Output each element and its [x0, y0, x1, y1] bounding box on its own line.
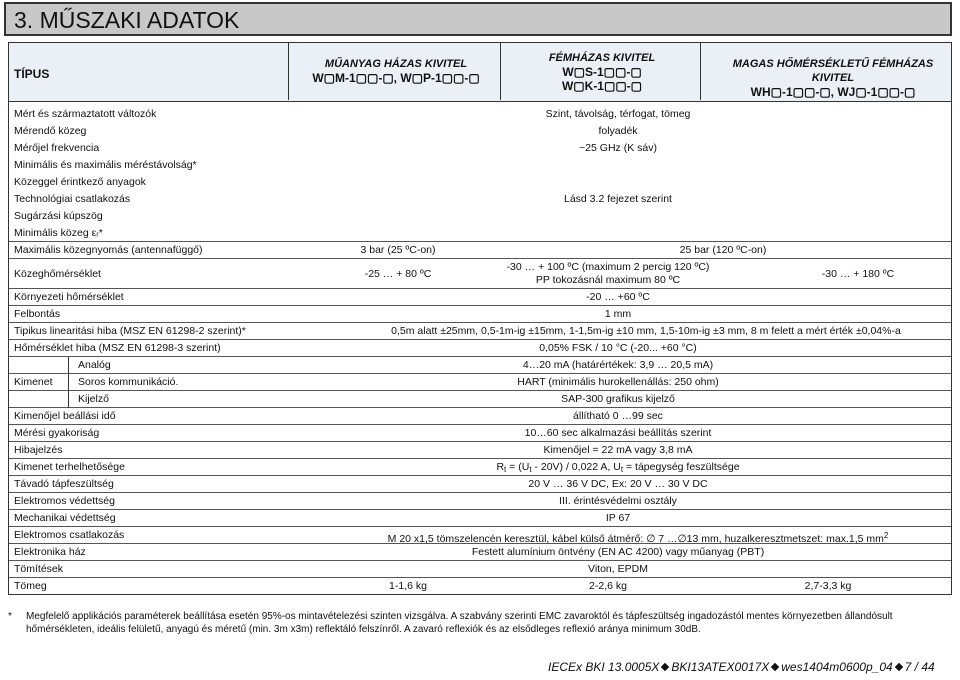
- spec-label: Mechanikai védettség: [14, 512, 116, 524]
- spec-row: [8, 374, 952, 391]
- spec-label: Tömeg: [14, 580, 47, 592]
- spec-value: III. érintésvédelmi osztály: [559, 495, 677, 507]
- spec-row: [8, 561, 952, 578]
- spec-row: [8, 123, 952, 140]
- spec-label: Maximális közegnyomás (antennafüggő): [14, 244, 203, 256]
- spec-row: [8, 578, 952, 595]
- spec-value: folyadék: [598, 125, 638, 137]
- spec-row: [8, 306, 952, 323]
- footer-cert-atex: BKI13ATEX0017X: [671, 660, 770, 674]
- spec-row: [8, 459, 952, 476]
- spec-row: [8, 493, 952, 510]
- diamond-icon: [894, 663, 902, 671]
- header-divider: [288, 42, 289, 100]
- spec-value: -25 … + 80 ºC: [364, 268, 432, 280]
- spec-label: Tömítések: [14, 563, 64, 575]
- spec-row: [8, 157, 952, 174]
- spec-row: [8, 527, 952, 544]
- spec-row: [8, 323, 952, 340]
- spec-label: Távadó tápfeszültség: [14, 478, 114, 490]
- spec-value: 25 bar (120 ºC-on): [679, 244, 767, 256]
- footer-page-number: 7 / 44: [904, 660, 935, 674]
- spec-value-line: PP tokozásnál maximum 80 ºC: [535, 274, 681, 286]
- spec-label: Mért és származtatott változók: [14, 108, 157, 120]
- spec-value: 0,5m alatt ±25mm, 0,5-1m-ig ±15mm, 1-1,5m-ig ±10 mm, 1,5-10m-ig ±3 mm, 8 m felett a mért érték ±0,04%-a: [391, 325, 901, 337]
- spec-label: Mérési gyakoriság: [14, 427, 100, 439]
- page-footer: [548, 660, 935, 674]
- table-border-left: [8, 42, 9, 595]
- formula-part: - 20V) / 0,022 A, U: [531, 461, 621, 473]
- spec-label: Kimenet terhelhetősége: [14, 461, 125, 473]
- spec-label: Sugárzási kúpszög: [14, 210, 103, 222]
- spec-value: 0,05% FSK / 10 °C (-20... +60 °C): [539, 342, 697, 354]
- spec-row: [8, 140, 952, 157]
- header-tipus: TÍPUS: [14, 67, 50, 81]
- spec-value: 4…20 mA (határértékek: 3,9 … 20,5 mA): [522, 359, 714, 371]
- spec-label: Technológiai csatlakozás: [14, 193, 131, 205]
- spec-label: Elektronika ház: [14, 546, 86, 558]
- spec-row: [8, 174, 952, 191]
- spec-label: Környezeti hőmérséklet: [14, 291, 124, 303]
- spec-row: [8, 340, 952, 357]
- spec-label: Felbontás: [14, 308, 61, 320]
- section-title-bar: [4, 2, 952, 36]
- formula-sub: t: [529, 465, 532, 474]
- spec-value: állítható 0 …99 sec: [573, 410, 663, 422]
- footnote-text: Megfelelő applikációs paraméterek beállítása esetén 95%-os mintavételezési szinten vizsgálva. A szabvány szerinti EMC zavaroktól és tápfeszültség ingadozástól mentes környezetben állandósult hőmérsékleten, ideális felületű, anyagú és méretű (min. 3m x3m) reflektáló felszínről. A zavaró reflexiók és az elsődleges reflexió aránya minimum 30dB.: [26, 611, 893, 635]
- spec-value: M 20 x1,5 tömszelencén keresztül, kábel külső átmérő: ∅ 7 …∅13 mm, huzalkeresztmetszet: max.1,5 mm: [387, 533, 884, 545]
- spec-row: [8, 391, 952, 408]
- formula-part: = tápegység feszültsége: [623, 461, 740, 473]
- header-plastic: [296, 57, 496, 85]
- header-hightemp-models: WH▢-1▢▢-▢, WJ▢-1▢▢-▢: [750, 85, 916, 99]
- spec-row: [8, 425, 952, 442]
- spec-value: 10…60 sec alkalmazási beállítás szerint: [524, 427, 712, 439]
- header-metal-models-b: W▢K-1▢▢-▢: [561, 79, 642, 93]
- spec-label: Hibajelzés: [14, 444, 63, 456]
- spec-row: [8, 259, 952, 289]
- spec-row: [8, 476, 952, 493]
- spec-row: [8, 289, 952, 306]
- footer-doc-id: wes1404m0600p_04: [781, 660, 893, 674]
- spec-label: Minimális és maximális méréstávolság*: [14, 159, 197, 171]
- spec-value: 3 bar (25 ºC-on): [360, 244, 436, 256]
- formula-part: = (U: [506, 461, 530, 473]
- spec-label: Közeghőmérséklet: [14, 268, 101, 280]
- spec-value: Szint, távolság, térfogat, tömeg: [545, 108, 691, 120]
- header-divider: [500, 42, 501, 100]
- kimenet-group-label: Kimenet: [14, 376, 53, 388]
- spec-value: Viton, EPDM: [588, 563, 648, 575]
- spec-value: SAP-300 grafikus kijelző: [561, 393, 675, 405]
- spec-value-multi: [488, 261, 728, 287]
- footer-cert-iecex: IECEx BKI 13.0005X: [548, 660, 660, 674]
- formula-part: R: [496, 461, 505, 473]
- spec-value-line: -30 … + 100 ºC (maximum 2 percig 120 ºC): [506, 261, 710, 273]
- header-plastic-models: W▢M-1▢▢-▢, W▢P-1▢▢-▢: [312, 71, 480, 85]
- spec-row: [8, 510, 952, 527]
- header-hightemp-title: MAGAS HŐMÉRSÉKLETŰ FÉMHÁZAS KIVITEL: [732, 58, 934, 84]
- spec-label: Elektromos csatlakozás: [14, 529, 125, 541]
- spec-value: IP 67: [605, 512, 631, 524]
- table-border-right: [951, 42, 952, 595]
- spec-label: Kijelző: [78, 393, 109, 405]
- header-metal: [532, 51, 672, 93]
- kimenet-divider: [68, 357, 69, 408]
- spec-row: [8, 442, 952, 459]
- spec-value: 20 V … 36 V DC, Ex: 20 V … 30 V DC: [528, 478, 708, 490]
- diamond-icon: [771, 663, 779, 671]
- spec-label: Analóg: [78, 359, 111, 371]
- spec-value: HART (minimális hurokellenállás: 250 ohm): [517, 376, 719, 388]
- spec-label: Soros kommunikáció.: [78, 376, 179, 388]
- spec-label: Kimenőjel beállási idő: [14, 410, 116, 422]
- spec-label: Közeggel érintkező anyagok: [14, 176, 146, 188]
- spec-value: Kimenőjel = 22 mA vagy 3,8 mA: [543, 444, 693, 456]
- spec-value: 2-2,6 kg: [589, 580, 627, 592]
- spec-row: [8, 191, 952, 208]
- superscript: 2: [883, 531, 889, 540]
- spec-row: [8, 357, 952, 374]
- spec-label: Elektromos védettség: [14, 495, 115, 507]
- header-divider: [700, 42, 701, 100]
- spec-value: Lásd 3.2 fejezet szerint: [564, 193, 672, 205]
- spec-label: Tipikus linearitási hiba (MSZ EN 61298-2 szerint)*: [14, 325, 246, 337]
- header-metal-title: FÉMHÁZAS KIVITEL: [548, 52, 656, 64]
- spec-value: -20 … +60 ºC: [586, 291, 650, 303]
- spec-label: Hőmérséklet hiba (MSZ EN 61298-3 szerint): [14, 342, 221, 354]
- table-header: [8, 42, 952, 102]
- spec-row: [8, 208, 952, 225]
- spec-label: Mérőjel frekvencia: [14, 142, 100, 154]
- spec-value: 2,7-3,3 kg: [804, 580, 852, 592]
- formula-sub: t: [620, 465, 624, 474]
- header-hightemp: [714, 57, 952, 99]
- header-plastic-title: MŰANYAG HÁZAS KIVITEL: [324, 58, 468, 70]
- spec-row: [8, 225, 952, 242]
- formula-sub: t: [504, 465, 507, 474]
- spec-row: [8, 242, 952, 259]
- spec-value: -30 … + 180 ºC: [821, 268, 895, 280]
- spec-row: [8, 106, 952, 123]
- spec-label: Minimális közeg εᵣ*: [14, 227, 103, 239]
- section-title: 3. MŰSZAKI ADATOK: [14, 7, 240, 33]
- spec-label: Mérendő közeg: [14, 125, 87, 137]
- spec-value: 1 mm: [604, 308, 632, 320]
- header-metal-models-a: W▢S-1▢▢-▢: [562, 65, 642, 79]
- diamond-icon: [661, 663, 669, 671]
- footnote-marker: *: [8, 611, 12, 622]
- spec-value: Festett alumínium öntvény (EN AC 4200) vagy műanyag (PBT): [471, 546, 765, 558]
- spec-row: [8, 408, 952, 425]
- spec-value: 1-1,6 kg: [389, 580, 427, 592]
- spec-value: ~25 GHz (K sáv): [579, 142, 657, 154]
- spec-row: [8, 544, 952, 561]
